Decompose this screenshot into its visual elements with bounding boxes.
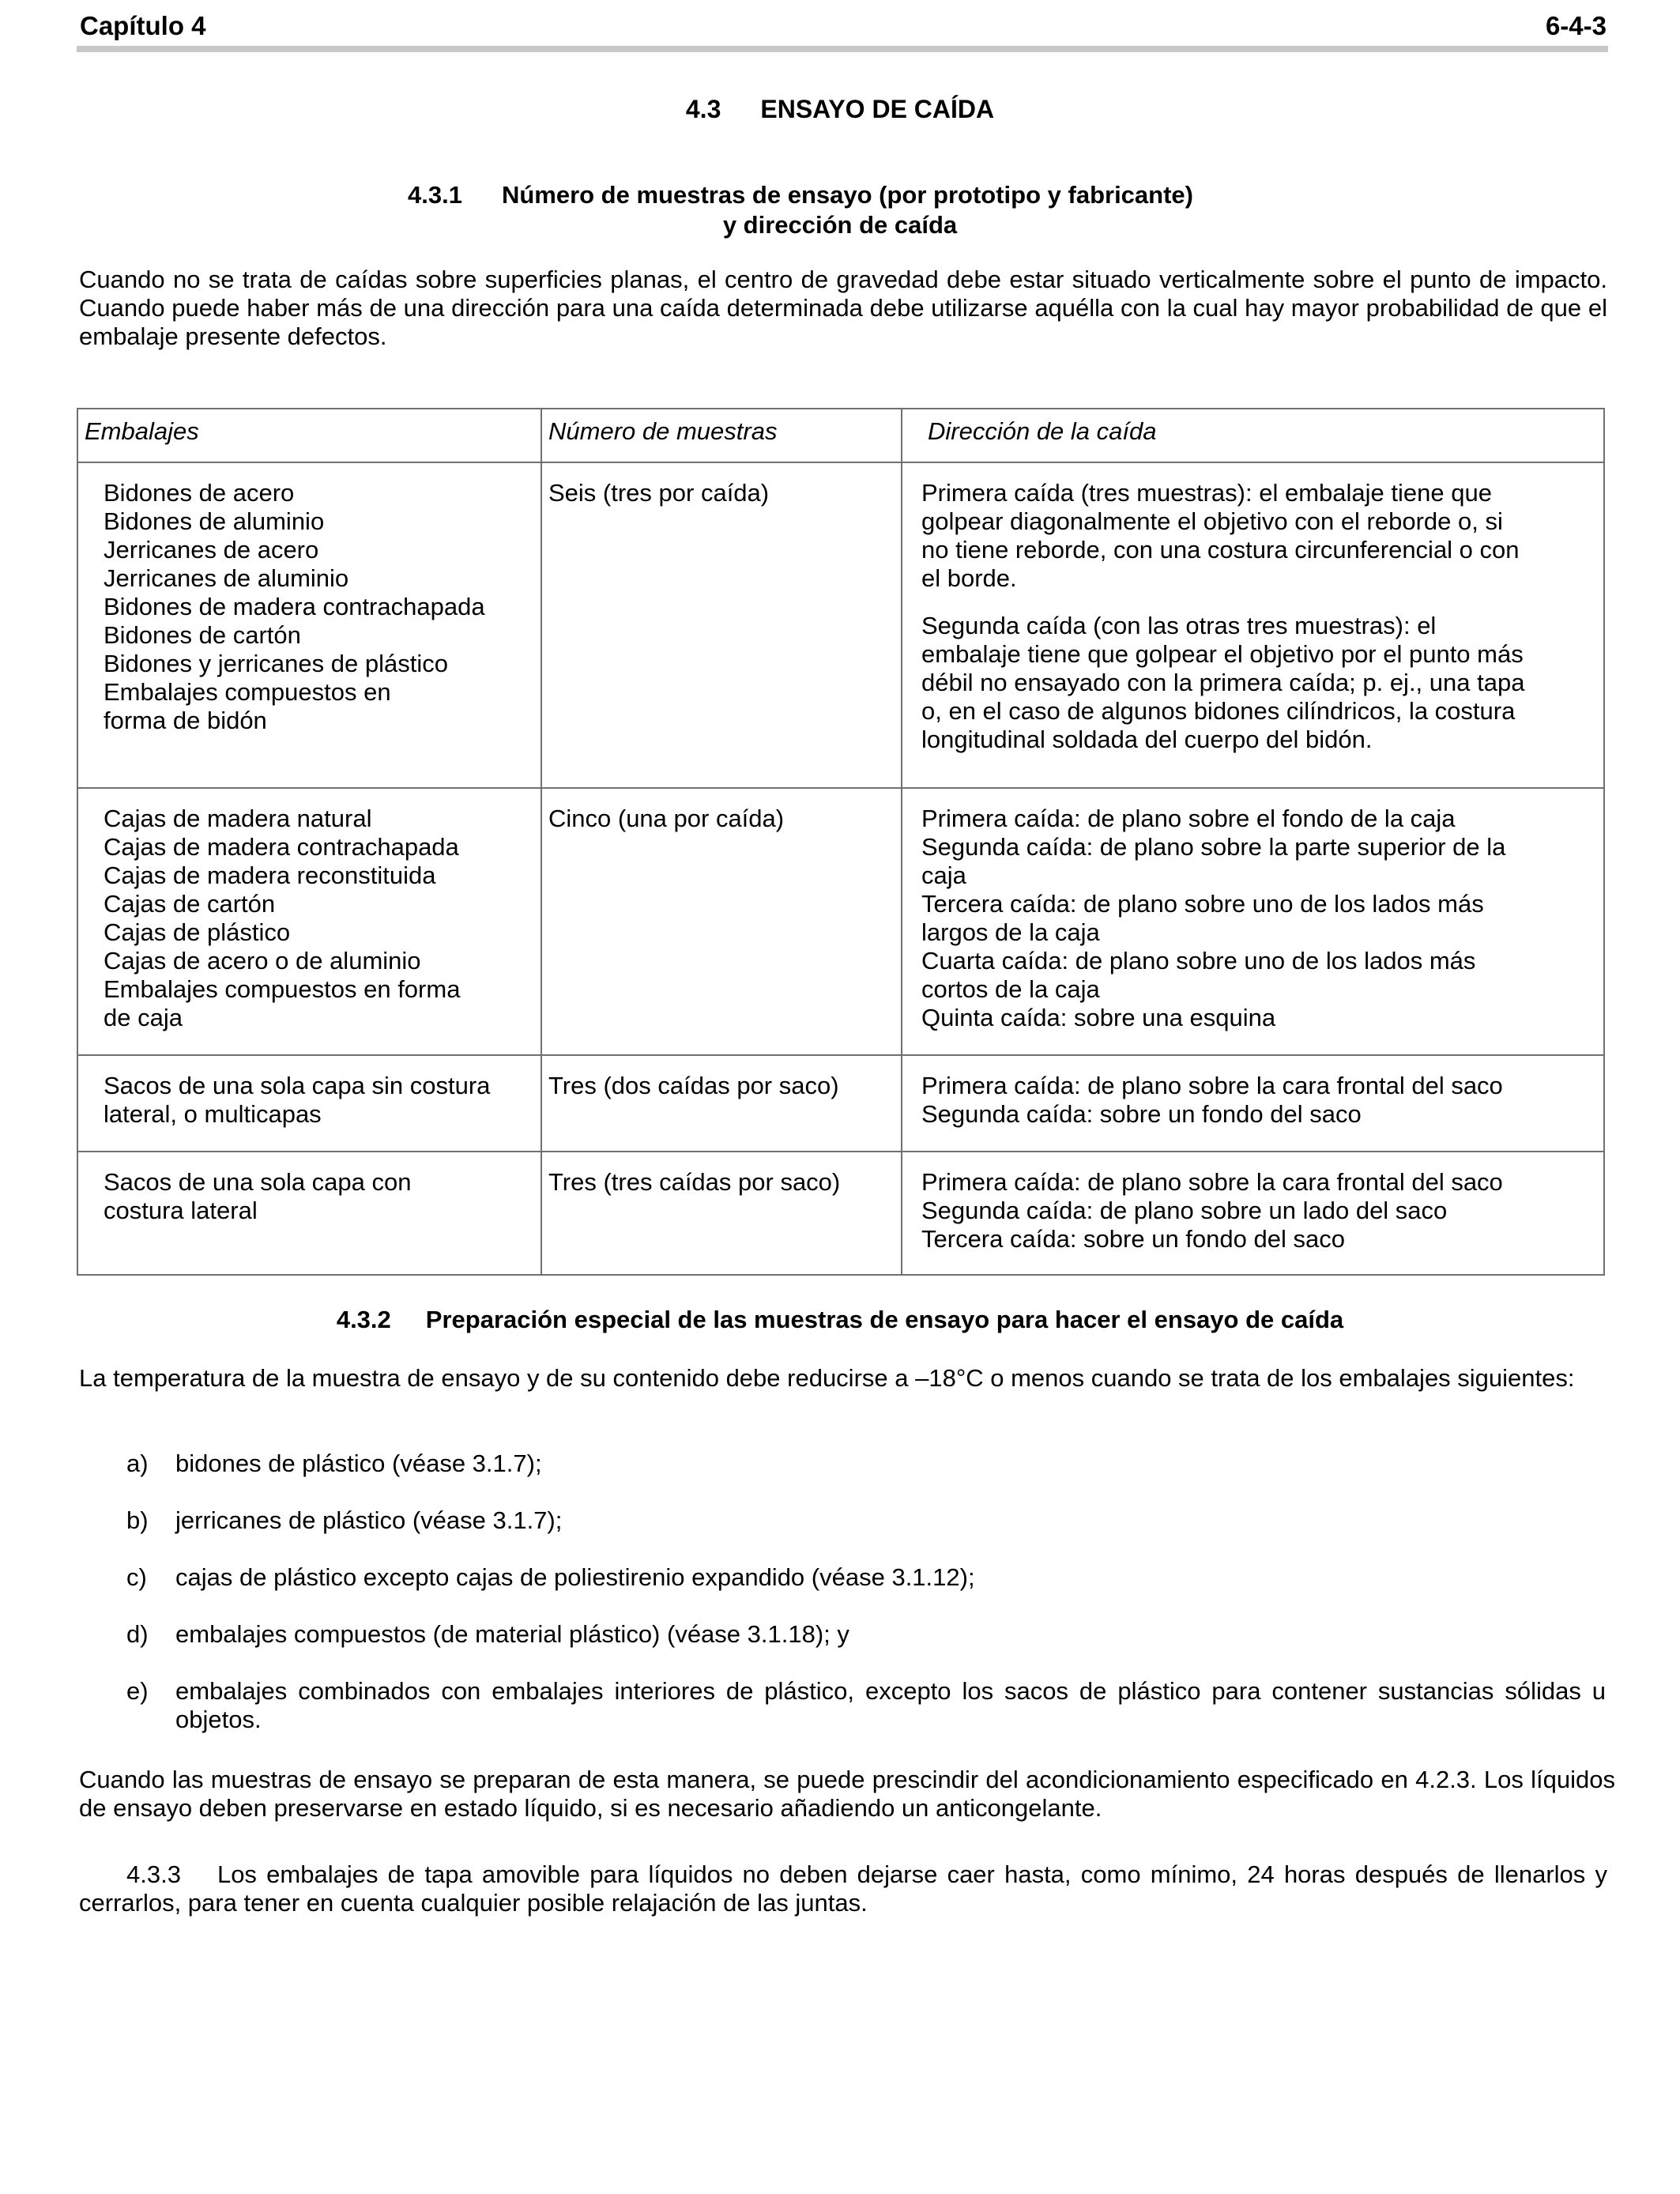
intro-paragraph: Cuando no se trata de caídas sobre superficies planas, el centro de gravedad debe estar situado verticalmente sobre el punto de impacto. Cuando puede haber más de una dirección para una caída determinada debe utilizarse aquélla con la cual hay mayor probabilidad de que el embalaje presente defectos. [79, 266, 1607, 350]
list-item-label: d) [126, 1620, 149, 1648]
list-item-label: a) [126, 1449, 149, 1477]
packaging-line: de caja [104, 1004, 183, 1031]
packaging-line: Sacos de una sola capa con [104, 1168, 412, 1196]
header-packaging: Embalajes [77, 409, 541, 462]
list-item-text: bidones de plástico (véase 3.1.7); [175, 1449, 542, 1477]
direction-line: o, en el caso de algunos bidones cilíndricos, la costura [921, 697, 1516, 725]
direction-line: largos de la caja [921, 918, 1100, 946]
chapter-label: Capítulo 4 [80, 11, 206, 40]
packaging-line: Bidones y jerricanes de plástico [104, 650, 448, 677]
list-item [126, 1620, 1607, 1649]
table-header-row [77, 409, 1604, 462]
packaging-line: Bidones de acero [104, 479, 295, 507]
direction-line: Primera caída: de plano sobre la cara frontal del saco [921, 1168, 1503, 1196]
header-samples: Número de muestras [541, 409, 902, 462]
subsection-1-title-line1: Número de muestras de ensayo (por prototipo y fabricante) [501, 181, 1193, 209]
subsection-2-heading [0, 1306, 1680, 1334]
paragraph-4-3-3 [79, 1860, 1607, 1917]
direction-cell [902, 788, 1604, 1055]
packaging-line: Jerricanes de acero [104, 536, 319, 564]
packaging-line: Cajas de acero o de aluminio [104, 947, 421, 974]
direction-spacer [921, 593, 1597, 612]
samples-cell: Seis (tres por caída) [541, 462, 902, 788]
packaging-line: Bidones de madera contrachapada [104, 593, 485, 620]
list-item-text: embalajes combinados con embalajes interiores de plástico, excepto los sacos de plástico para contener sustancias sólidas u objetos. [175, 1677, 1606, 1733]
list-item [126, 1449, 1607, 1478]
samples-cell: Tres (tres caídas por saco) [541, 1152, 902, 1275]
packaging-line: Jerricanes de aluminio [104, 564, 349, 592]
list-item [126, 1506, 1607, 1535]
table-row [77, 788, 1604, 1055]
section-title: ENSAYO DE CAÍDA [760, 95, 995, 123]
packaging-list [126, 1449, 1607, 1762]
list-item [126, 1563, 1607, 1592]
direction-cell [902, 462, 1604, 788]
paragraph-4-3-3-text: Los embalajes de tapa amovible para líquidos no deben dejarse caer hasta, como mínimo, 24 horas después de llenarlos y cerrarlos, para tener en cuenta cualquier posible relajación de las juntas. [79, 1860, 1607, 1917]
table-row [77, 1055, 1604, 1152]
direction-line: Cuarta caída: de plano sobre uno de los lados más [921, 947, 1476, 974]
section-heading [0, 95, 1680, 123]
list-item-text: jerricanes de plástico (véase 3.1.7); [175, 1506, 563, 1534]
conditioning-paragraph: Cuando las muestras de ensayo se preparan de esta manera, se puede prescindir del acondicionamiento especificado en 4.2.3. Los líquidos de ensayo deben preservarse en estado líquido, si es necesario añadiendo un anticongelante. [79, 1766, 1615, 1822]
table-row [77, 1152, 1604, 1275]
direction-cell [902, 1055, 1604, 1152]
direction-line: Segunda caída (con las otras tres muestras): el [921, 612, 1437, 639]
section-number: 4.3 [685, 95, 721, 123]
direction-line: Quinta caída: sobre una esquina [921, 1004, 1276, 1031]
subsection-2-title: Preparación especial de las muestras de ensayo para hacer el ensayo de caída [425, 1306, 1344, 1333]
subsection-1-heading [0, 180, 1680, 240]
direction-line: débil no ensayado con la primera caída; p. ej., una tapa [921, 669, 1525, 696]
packaging-line: Cajas de plástico [104, 918, 291, 946]
temperature-paragraph: La temperatura de la muestra de ensayo y de su contenido debe reducirse a –18°C o menos cuando se trata de los embalajes siguientes: [79, 1364, 1575, 1392]
direction-line: embalaje tiene que golpear el objetivo por el punto más [921, 640, 1524, 668]
list-item-label: e) [126, 1677, 149, 1705]
subsection-1-number: 4.3.1 [407, 181, 462, 209]
packaging-cell [77, 1152, 541, 1275]
direction-line: longitudinal soldada del cuerpo del bidón. [921, 726, 1373, 753]
packaging-line: Cajas de madera natural [104, 805, 372, 832]
packaging-line: Bidones de aluminio [104, 507, 325, 535]
direction-cell [902, 1152, 1604, 1275]
list-item-text: embalajes compuestos (de material plástico) (véase 3.1.18); y [175, 1620, 849, 1648]
direction-line: Primera caída (tres muestras): el embalaje tiene que [921, 479, 1492, 507]
header-direction: Dirección de la caída [902, 409, 1604, 462]
direction-line: Primera caída: de plano sobre la cara frontal del saco [921, 1072, 1503, 1099]
packaging-cell [77, 788, 541, 1055]
samples-cell: Cinco (una por caída) [541, 788, 902, 1055]
packaging-line: Sacos de una sola capa sin costura [104, 1072, 491, 1099]
direction-line: no tiene reborde, con una costura circunferencial o con [921, 536, 1520, 564]
packaging-line: Bidones de cartón [104, 621, 301, 649]
samples-cell: Tres (dos caídas por saco) [541, 1055, 902, 1152]
packaging-line: Cajas de cartón [104, 890, 276, 918]
direction-line: Tercera caída: de plano sobre uno de los lados más [921, 890, 1484, 918]
packaging-cell [77, 462, 541, 788]
direction-line: Segunda caída: de plano sobre un lado del saco [921, 1197, 1448, 1224]
direction-line: Segunda caída: sobre un fondo del saco [921, 1100, 1362, 1128]
direction-line: Tercera caída: sobre un fondo del saco [921, 1225, 1345, 1253]
packaging-line: Embalajes compuestos en [104, 678, 391, 706]
direction-line: golpear diagonalmente el objetivo con el reborde o, si [921, 507, 1503, 535]
direction-line: Primera caída: de plano sobre el fondo de la caja [921, 805, 1456, 832]
page-number: 6-4-3 [1545, 11, 1607, 40]
drop-test-table [77, 408, 1605, 1276]
packaging-line: costura lateral [104, 1197, 258, 1224]
direction-line: el borde. [921, 564, 1017, 592]
direction-line: Segunda caída: de plano sobre la parte superior de la [921, 833, 1506, 861]
page-header [77, 5, 1608, 52]
subsection-2-number: 4.3.2 [336, 1306, 391, 1333]
paragraph-4-3-3-number: 4.3.3 [126, 1860, 181, 1888]
direction-line: cortos de la caja [921, 975, 1100, 1003]
subsection-1-title-line2: y dirección de caída [722, 211, 958, 239]
packaging-line: lateral, o multicapas [104, 1100, 322, 1128]
list-item-label: c) [126, 1563, 147, 1591]
list-item-text: cajas de plástico excepto cajas de poliestirenio expandido (véase 3.1.12); [175, 1563, 975, 1591]
packaging-line: Cajas de madera reconstituida [104, 861, 436, 889]
direction-line: caja [921, 861, 966, 889]
packaging-line: forma de bidón [104, 707, 267, 734]
table-row [77, 462, 1604, 788]
list-item-label: b) [126, 1506, 149, 1534]
packaging-line: Cajas de madera contrachapada [104, 833, 459, 861]
packaging-line: Embalajes compuestos en forma [104, 975, 461, 1003]
packaging-cell [77, 1055, 541, 1152]
list-item [126, 1677, 1606, 1734]
